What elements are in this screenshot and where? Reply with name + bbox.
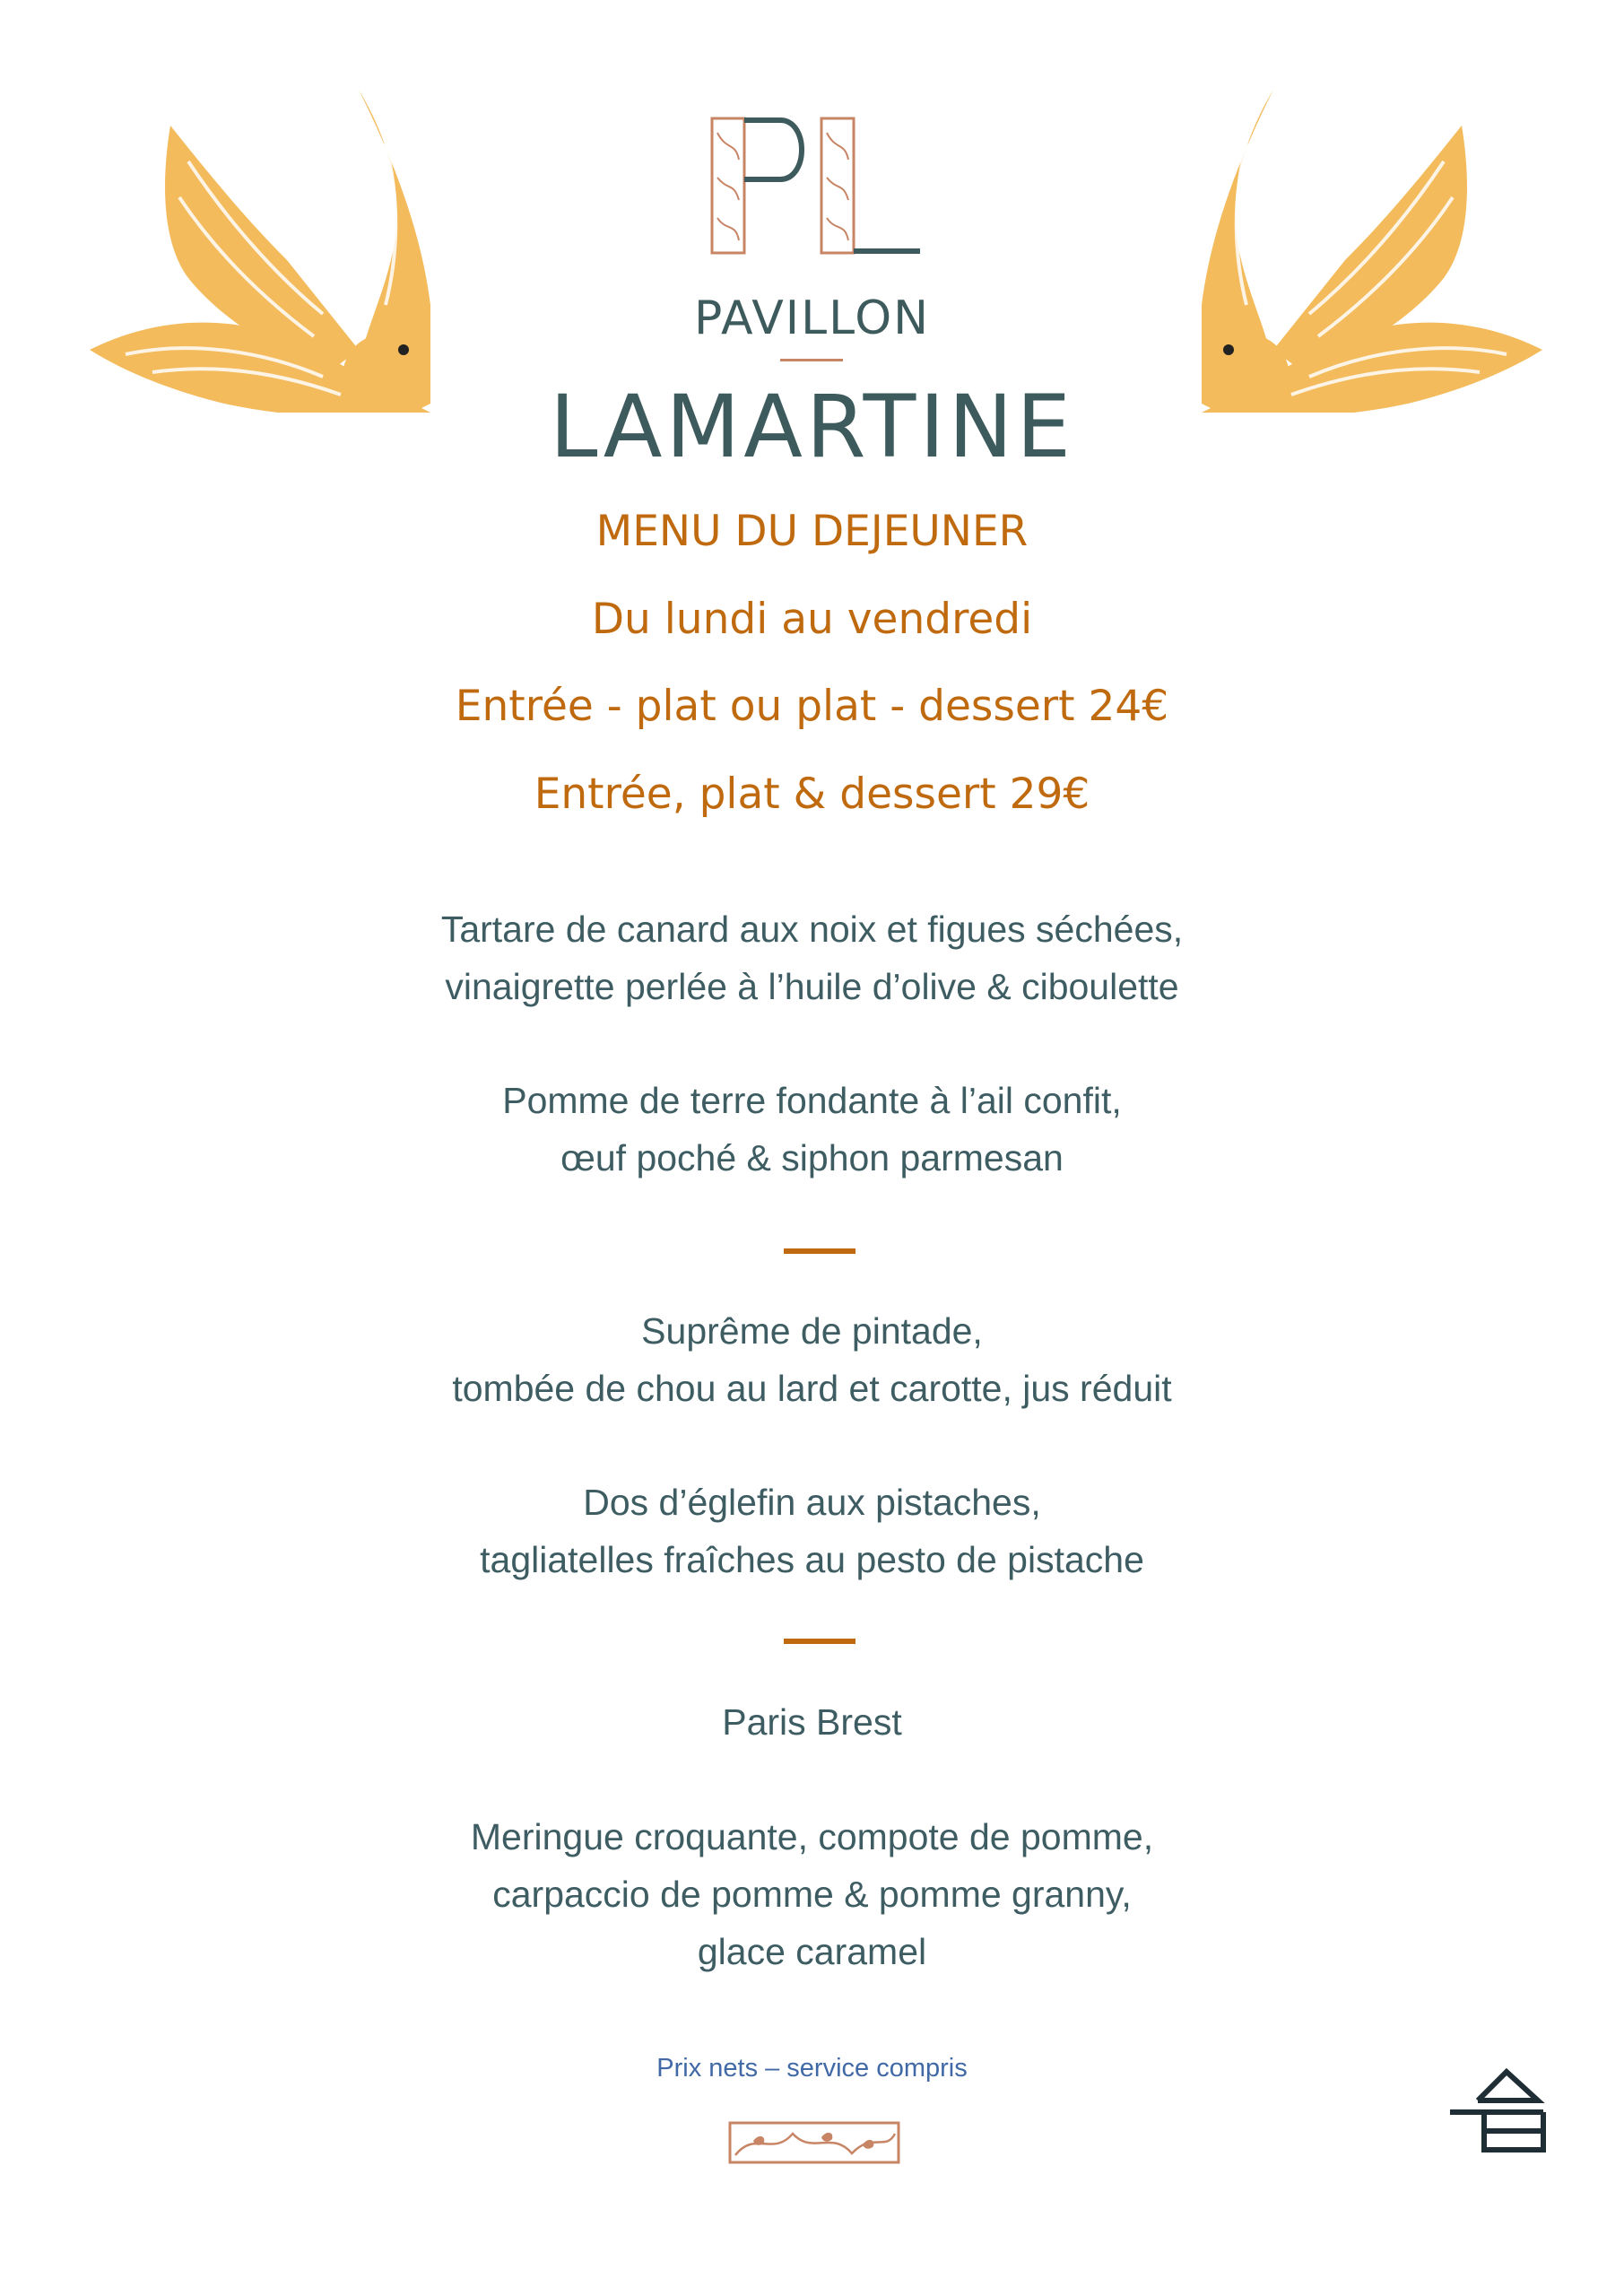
plat-line: tombée de chou au lard et carotte, jus réduit: [452, 1368, 1172, 1409]
dessert-line: glace caramel: [697, 1931, 927, 1972]
floral-ornament: [728, 2121, 900, 2164]
price-note: Prix nets – service compris: [656, 2054, 968, 2083]
entree-line: œuf poché & siphon parmesan: [560, 1137, 1064, 1178]
plat-line: Suprême de pintade,: [641, 1310, 983, 1352]
entree-item: [0, 1072, 1624, 1187]
brand-divider: [780, 359, 843, 361]
plat-line: tagliatelles fraîches au pesto de pistache: [480, 1539, 1144, 1580]
dessert-line: Paris Brest: [722, 1701, 902, 1743]
section-divider: [784, 1639, 855, 1644]
section-divider: [784, 1248, 855, 1254]
house-icon: [1448, 2065, 1551, 2154]
entree-line: Tartare de canard aux noix et figues séchées,: [440, 909, 1184, 950]
dessert-item: [0, 1693, 1624, 1751]
menu-price-2: Entrée, plat & dessert 29€: [534, 770, 1090, 819]
entree-line: vinaigrette perlée à l’huile d’olive & ciboulette: [445, 966, 1179, 1007]
plat-item: [0, 1302, 1624, 1417]
menu-title: MENU DU DEJEUNER: [595, 507, 1029, 556]
brand-monogram: [708, 115, 924, 258]
entree-item: [0, 900, 1624, 1015]
brand-name-bottom: LAMARTINE: [550, 377, 1074, 477]
menu-days: Du lundi au vendredi: [591, 595, 1033, 644]
dessert-item: [0, 1808, 1624, 1980]
brand-name-top: PAVILLON: [693, 291, 931, 345]
dessert-line: carpaccio de pomme & pomme granny,: [492, 1874, 1132, 1915]
entree-line: Pomme de terre fondante à l’ail confit,: [502, 1080, 1122, 1121]
dove-icon: [1202, 81, 1542, 413]
dessert-line: Meringue croquante, compote de pomme,: [470, 1816, 1154, 1857]
plat-line: Dos d’églefin aux pistaches,: [583, 1482, 1041, 1523]
dove-icon: [90, 81, 430, 413]
plat-item: [0, 1474, 1624, 1588]
menu-price-1: Entrée - plat ou plat - dessert 24€: [455, 682, 1169, 731]
